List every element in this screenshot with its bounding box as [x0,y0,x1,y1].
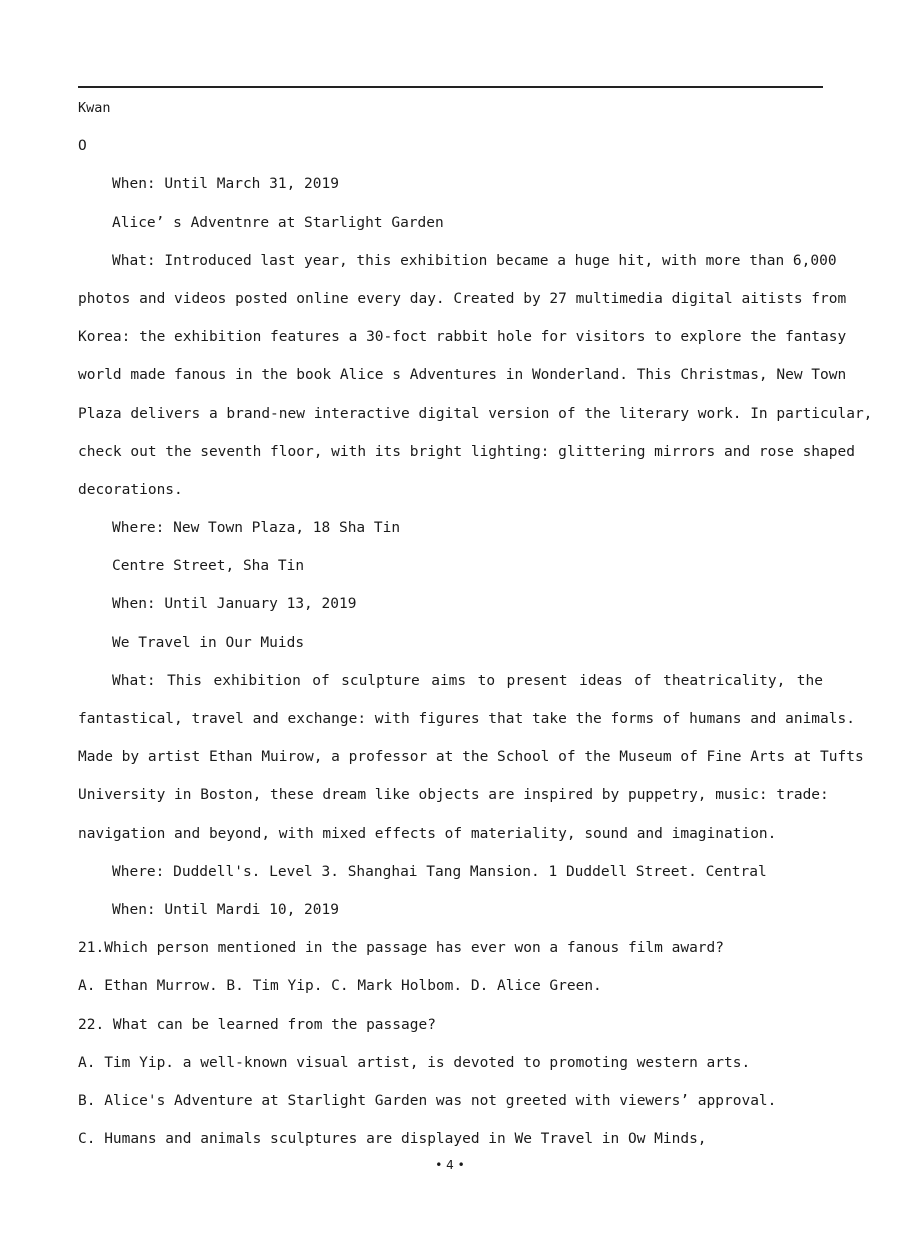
item3-when: When: Until Mardi 10, 2019 [112,901,339,918]
item3-title: We Travel in Our Muids [112,634,305,651]
item3-what-line: navigation and beyond, with mixed effects of materiality, sound and imagination. [78,825,777,842]
item1-when: When: Until March 31, 2019 [112,176,339,193]
question-21: 21.Which person mentioned in the passage has ever won a fanous film award? [78,940,725,957]
item2-when: When: Until January 13, 2019 [112,596,357,613]
item3-what-line: What: This exhibition of sculpture aims to present ideas of theatricality, the [112,672,823,689]
item2-what-line: decorations. [78,481,183,498]
item2-where-1: Where: New Town Plaza, 18 Sha Tin [112,520,401,537]
item2-title: Alice’ s Adventnre at Starlight Garden [112,214,444,231]
item3-what-line: Made by artist Ethan Muirow, a professor at the School of the Museum of Fine Arts at Tufts [78,749,864,766]
item2-what-line: Korea: the exhibition features a 30-foct rabbit hole for visitors to explore the fantasy [78,329,847,346]
item3-what-line: University in Boston, these dream like objects are inspired by puppetry, music: trade: [78,787,829,804]
zero-line: O [78,138,87,155]
header-rule [78,86,823,88]
page-number: • 4 • [435,1158,465,1172]
item3-what-line: fantastical, travel and exchange: with figures that take the forms of humans and animals. [78,711,855,727]
question-22-option-b: B. Alice's Adventure at Starlight Garden was not greeted with viewers’ approval. [78,1092,777,1109]
item2-what-line: Plaza delivers a brand-new interactive digital version of the literary work. In particular, [78,405,873,422]
item2-what-line: world made fanous in the book Alice s Adventures in Wonderland. This Christmas, New Town [78,367,847,384]
question-22-option-c: C. Humans and animals sculptures are displayed in We Travel in Ow Minds, [78,1131,707,1148]
item2-what-line: photos and videos posted online every day. Created by 27 multimedia digital aitists from [78,290,847,307]
question-22: 22. What can be learned from the passage? [78,1016,436,1033]
author-line: Kwan [78,100,111,116]
item2-where-2: Centre Street, Sha Tin [112,558,305,575]
item3-where: Where: Duddell's. Level 3. Shanghai Tang Mansion. 1 Duddell Street. Central [112,863,767,880]
item2-what-line: check out the seventh floor, with its bright lighting: glittering mirrors and rose shaped [78,443,855,460]
question-22-option-a: A. Tim Yip. a well-known visual artist, is devoted to promoting western arts. [78,1054,751,1071]
item2-what-line: What: Introduced last year, this exhibition became a huge hit, with more than 6,000 [112,252,837,269]
document-body [78,95,873,1164]
question-21-options: A. Ethan Murrow. B. Tim Yip. C. Mark Holbom. D. Alice Green. [78,978,602,995]
